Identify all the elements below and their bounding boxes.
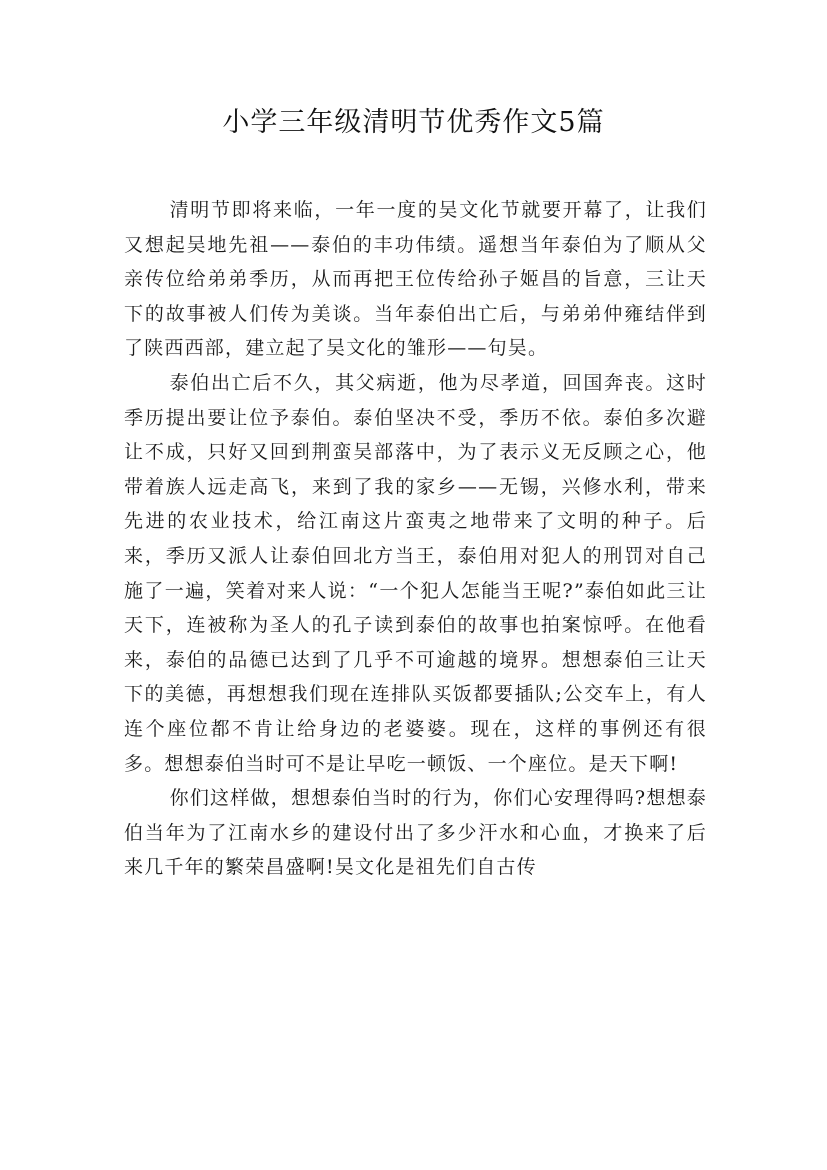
paragraph-1: 清明节即将来临，一年一度的吴文化节就要开幕了，让我们又想起吴地先祖——泰伯的丰功伟绩。遥想当年泰伯为了顺从父亲传位给弟弟季历，从而再把王位传给孙子姬昌的旨意，三让天下的故事被人们传为美谈。当年泰伯出亡后，与弟弟仲雍结伴到了陕西西部，建立起了吴文化的雏形——句吴。 [124, 199, 707, 360]
paragraph-2: 泰伯出亡后不久，其父病逝，他为尽孝道，回国奔丧。这时季历提出要让位予泰伯。泰伯坚决不受，季历不依。泰伯多次避让不成，只好又回到荆蛮吴部落中，为了表示义无反顾之心，他带着族人远走高飞，来到了我的家乡——无锡，兴修水利，带来先进的农业技术，给江南这片蛮夷之地带来了文明的种子。后来，季历又派人让泰伯回北方当王，泰伯用对犯人的刑罚对自己施了一遍，笑着对来人说：“一个犯人怎能当王呢?”泰伯如此三让天下，连被称为圣人的孔子读到泰伯的故事也拍案惊呼。在他看来，泰伯的品德已达到了几乎不可逾越的境界。想想泰伯三让天下的美德，再想想我们现在连排队买饭都要插队;公交车上，有人连个座位都不肯让给身边的老婆婆。现在，这样的事例还有很多。想想泰伯当时可不是让早吃一顿饭、一个座位。是天下啊! [124, 371, 707, 775]
document-body [124, 193, 707, 885]
paragraph-3: 你们这样做，想想泰伯当时的行为，你们心安理得吗?想想泰伯当年为了江南水乡的建设付出了多少汗水和心血，才换来了后来几千年的繁荣昌盛啊!吴文化是祖先们自古传 [124, 787, 707, 879]
document-title: 小学三年级清明节优秀作文5篇 [222, 107, 605, 138]
